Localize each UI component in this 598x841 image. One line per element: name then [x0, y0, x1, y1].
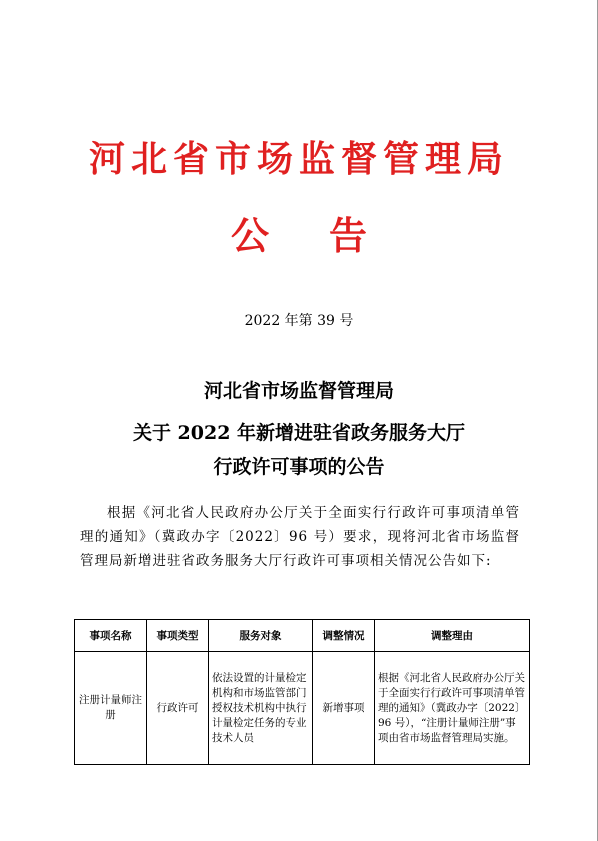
table-header-row — [75, 620, 530, 652]
cell-item-type: 行政许可 — [147, 652, 209, 765]
cell-service-target: 依法设置的计量检定机构和市场监管部门授权技术机构中执行计量检定任务的专业技术人员 — [209, 652, 313, 765]
header-item-type: 事项类型 — [147, 620, 209, 652]
body-paragraph-text: 根据《河北省人民政府办公厅关于全面实行行政许可事项清单管理的通知》（冀政办字〔2022〕96 号）要求，现将河北省市场监督管理局新增进驻省政务服务大厅行政许可事项相关情况公告如下: — [80, 505, 520, 569]
cell-change-reason: 根据《河北省人民政府办公厅关于全面实行行政许可事项清单管理的通知》（冀政办字〔2022〕96 号），“注册计量师注册”事项由省市场监督管理局实施。 — [375, 652, 530, 765]
organization-title: 河北省市场监督管理局 — [88, 139, 509, 180]
cell-change-status: 新增事项 — [313, 652, 375, 765]
header-change-reason: 调整理由 — [375, 620, 530, 652]
table-row — [75, 652, 530, 765]
notice-title: 公告 — [230, 214, 427, 258]
cell-item-name: 注册计量师注册 — [75, 652, 147, 765]
header-service-target: 服务对象 — [209, 620, 313, 652]
document-number: 2022 年第 39 号 — [244, 313, 354, 329]
body-paragraph — [80, 501, 520, 573]
headline-line-2: 关于 2022 年新增进驻省政务服务大厅 — [132, 422, 466, 444]
items-table — [74, 619, 530, 765]
headline-line-1: 河北省市场监督管理局 — [203, 380, 394, 402]
header-change-status: 调整情况 — [313, 620, 375, 652]
header-item-name: 事项名称 — [75, 620, 147, 652]
headline-line-3: 行政许可事项的公告 — [213, 456, 385, 478]
